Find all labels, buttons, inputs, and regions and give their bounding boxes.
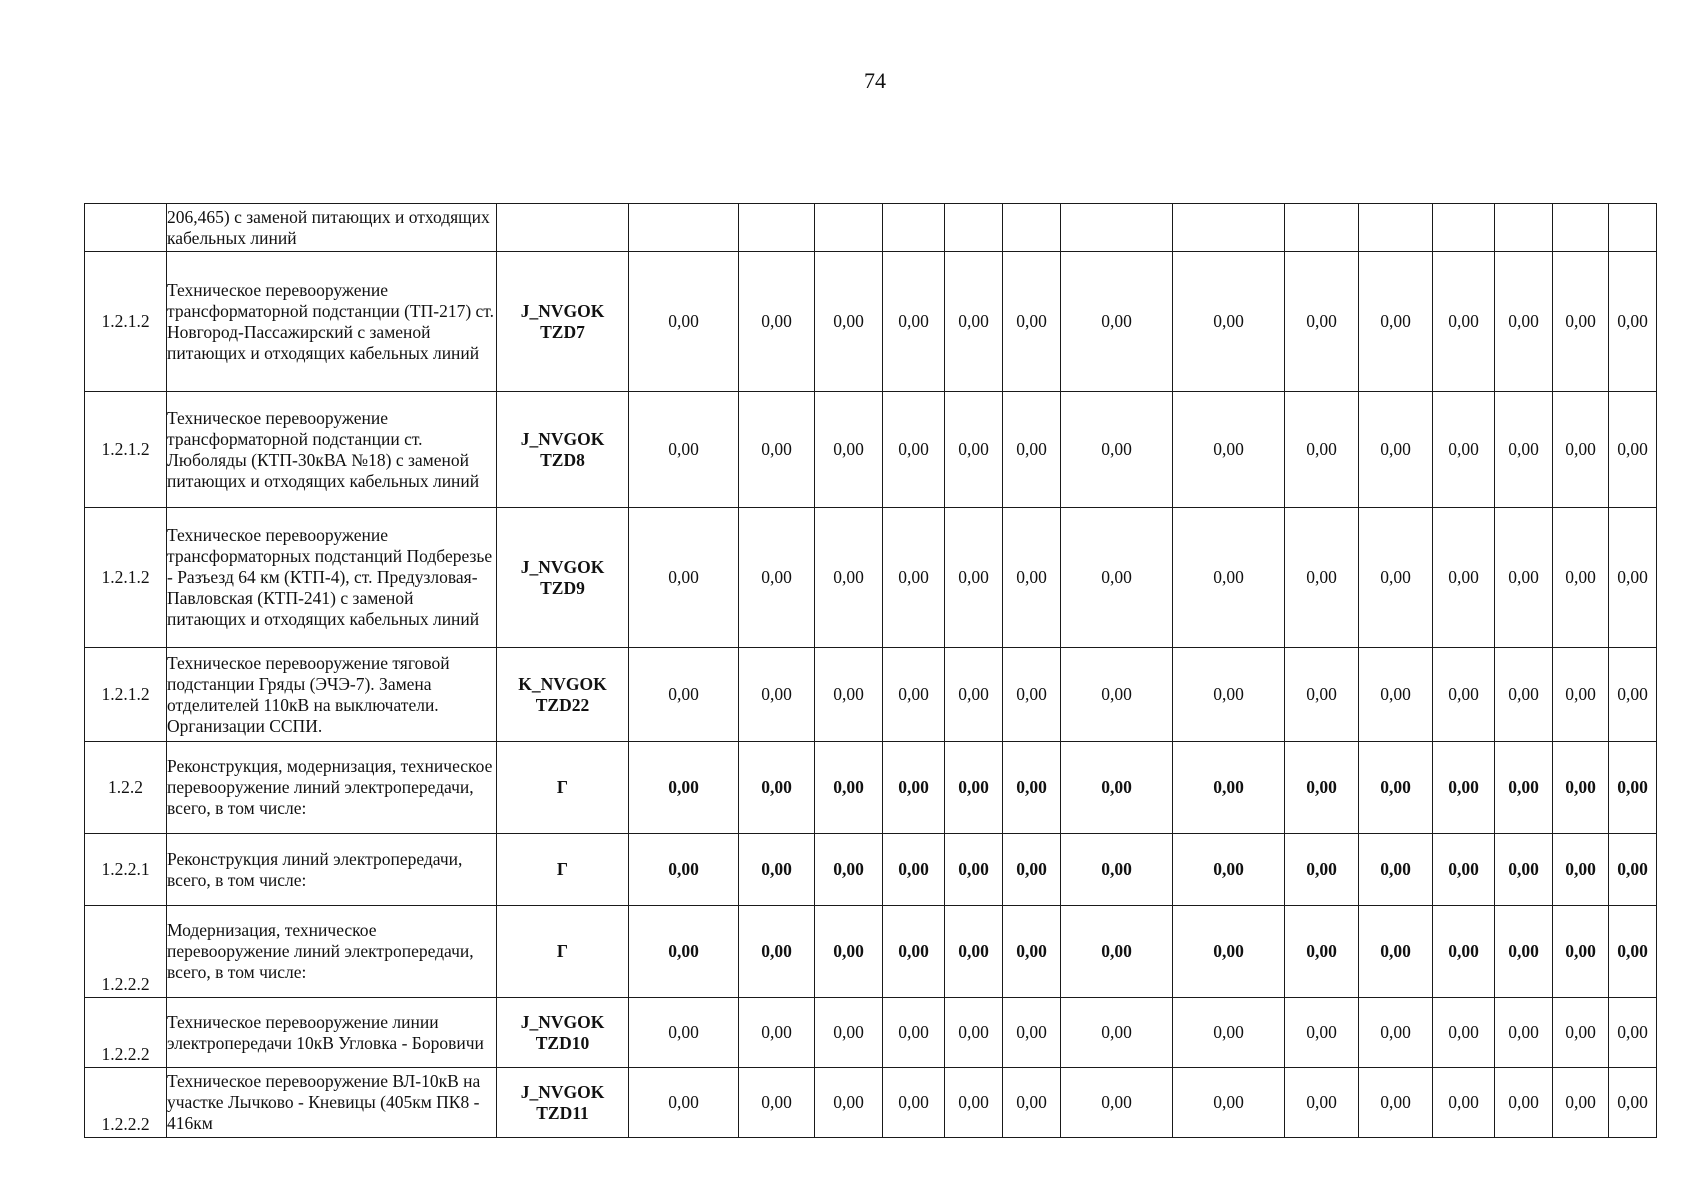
value-cell: 0,00 xyxy=(629,392,739,508)
value-cell: 0,00 xyxy=(1359,508,1433,648)
table-row xyxy=(85,998,1657,1068)
row-code: K_NVGOK TZD22 xyxy=(497,648,629,742)
value-cell: 0,00 xyxy=(1173,508,1285,648)
value-cell: 0,00 xyxy=(815,742,883,834)
value-cell: 0,00 xyxy=(739,648,815,742)
value-cell: 0,00 xyxy=(1061,834,1173,906)
value-cell: 0,00 xyxy=(883,252,945,392)
value-cell: 0,00 xyxy=(739,392,815,508)
page-number: 74 xyxy=(864,68,886,93)
value-cell: 0,00 xyxy=(1285,508,1359,648)
value-cell: 0,00 xyxy=(1433,252,1495,392)
value-cell: 0,00 xyxy=(1061,742,1173,834)
value-cell xyxy=(945,204,1003,252)
value-cell: 0,00 xyxy=(945,1068,1003,1138)
row-code: Г xyxy=(497,834,629,906)
row-number: 1.2.1.2 xyxy=(85,392,167,508)
table-row xyxy=(85,1068,1657,1138)
value-cell xyxy=(1495,204,1553,252)
value-cell: 0,00 xyxy=(945,648,1003,742)
row-number: 1.2.1.2 xyxy=(85,648,167,742)
value-cell: 0,00 xyxy=(1609,648,1657,742)
value-cell: 0,00 xyxy=(1553,392,1609,508)
value-cell: 0,00 xyxy=(1173,834,1285,906)
value-cell: 0,00 xyxy=(1433,998,1495,1068)
row-number: 1.2.2 xyxy=(85,742,167,834)
value-cell: 0,00 xyxy=(1553,1068,1609,1138)
value-cell: 0,00 xyxy=(1495,392,1553,508)
value-cell: 0,00 xyxy=(883,742,945,834)
row-description: Техническое перевооружение линии электропередачи 10кВ Угловка - Боровичи xyxy=(167,998,497,1068)
value-cell: 0,00 xyxy=(1433,648,1495,742)
value-cell: 0,00 xyxy=(1495,252,1553,392)
value-cell: 0,00 xyxy=(1003,906,1061,998)
value-cell: 0,00 xyxy=(1359,742,1433,834)
value-cell: 0,00 xyxy=(1173,906,1285,998)
value-cell: 0,00 xyxy=(1609,834,1657,906)
row-code: J_NVGOK TZD7 xyxy=(497,252,629,392)
table-row xyxy=(85,834,1657,906)
table-row xyxy=(85,252,1657,392)
row-description: Техническое перевооружение трансформаторных подстанций Подберезье - Разъезд 64 км (КТП-4), ст. Предузловая-Павловская (КТП-241) с заменой питающих и отходящих кабельных линий xyxy=(167,508,497,648)
value-cell: 0,00 xyxy=(1285,906,1359,998)
value-cell: 0,00 xyxy=(629,648,739,742)
value-cell: 0,00 xyxy=(1609,252,1657,392)
value-cell: 0,00 xyxy=(1173,648,1285,742)
value-cell: 0,00 xyxy=(739,906,815,998)
value-cell: 0,00 xyxy=(1433,1068,1495,1138)
value-cell: 0,00 xyxy=(1433,906,1495,998)
row-number: 1.2.2.2 xyxy=(85,1068,167,1138)
value-cell: 0,00 xyxy=(1609,508,1657,648)
value-cell xyxy=(739,204,815,252)
value-cell xyxy=(1433,204,1495,252)
row-number: 1.2.2.2 xyxy=(85,998,167,1068)
value-cell: 0,00 xyxy=(629,252,739,392)
value-cell: 0,00 xyxy=(1061,252,1173,392)
value-cell: 0,00 xyxy=(1553,834,1609,906)
value-cell: 0,00 xyxy=(1495,834,1553,906)
value-cell: 0,00 xyxy=(815,648,883,742)
value-cell: 0,00 xyxy=(883,1068,945,1138)
table-row xyxy=(85,508,1657,648)
value-cell: 0,00 xyxy=(1285,742,1359,834)
value-cell: 0,00 xyxy=(815,392,883,508)
value-cell xyxy=(883,204,945,252)
value-cell: 0,00 xyxy=(739,998,815,1068)
value-cell: 0,00 xyxy=(1285,252,1359,392)
value-cell: 0,00 xyxy=(1003,392,1061,508)
value-cell: 0,00 xyxy=(945,508,1003,648)
value-cell: 0,00 xyxy=(1359,392,1433,508)
value-cell: 0,00 xyxy=(1003,998,1061,1068)
row-number xyxy=(85,204,167,252)
value-cell: 0,00 xyxy=(1061,1068,1173,1138)
value-cell: 0,00 xyxy=(1003,1068,1061,1138)
value-cell: 0,00 xyxy=(629,834,739,906)
row-description: Техническое перевооружение трансформаторной подстанции ст. Люболяды (КТП-30кВА №18) с заменой питающих и отходящих кабельных линий xyxy=(167,392,497,508)
value-cell: 0,00 xyxy=(1061,508,1173,648)
value-cell xyxy=(1003,204,1061,252)
row-description: Техническое перевооружение тяговой подстанции Гряды (ЭЧЭ-7). Замена отделителей 110кВ на выключатели. Организации ССПИ. xyxy=(167,648,497,742)
value-cell: 0,00 xyxy=(883,998,945,1068)
value-cell: 0,00 xyxy=(815,834,883,906)
row-number: 1.2.1.2 xyxy=(85,252,167,392)
value-cell: 0,00 xyxy=(1003,508,1061,648)
row-code: J_NVGOK TZD9 xyxy=(497,508,629,648)
value-cell: 0,00 xyxy=(739,834,815,906)
row-code: Г xyxy=(497,906,629,998)
value-cell: 0,00 xyxy=(1495,508,1553,648)
value-cell: 0,00 xyxy=(1495,1068,1553,1138)
value-cell: 0,00 xyxy=(1359,998,1433,1068)
value-cell: 0,00 xyxy=(815,998,883,1068)
value-cell xyxy=(1359,204,1433,252)
value-cell: 0,00 xyxy=(945,252,1003,392)
value-cell: 0,00 xyxy=(945,392,1003,508)
value-cell: 0,00 xyxy=(945,742,1003,834)
value-cell: 0,00 xyxy=(1495,648,1553,742)
table-row xyxy=(85,742,1657,834)
value-cell: 0,00 xyxy=(739,1068,815,1138)
row-description: Модернизация, техническое перевооружение линий электропередачи, всего, в том числе: xyxy=(167,906,497,998)
value-cell: 0,00 xyxy=(1609,392,1657,508)
value-cell: 0,00 xyxy=(945,906,1003,998)
value-cell: 0,00 xyxy=(1553,508,1609,648)
row-number: 1.2.2.2 xyxy=(85,906,167,998)
value-cell: 0,00 xyxy=(629,1068,739,1138)
value-cell: 0,00 xyxy=(1495,742,1553,834)
value-cell: 0,00 xyxy=(1609,998,1657,1068)
table-row xyxy=(85,204,1657,252)
value-cell: 0,00 xyxy=(1553,906,1609,998)
table-row xyxy=(85,392,1657,508)
value-cell: 0,00 xyxy=(1173,1068,1285,1138)
value-cell xyxy=(1609,204,1657,252)
value-cell: 0,00 xyxy=(1173,998,1285,1068)
row-description: Техническое перевооружение ВЛ-10кВ на участке Лычково - Кневицы (405км ПК8 - 416км xyxy=(167,1068,497,1138)
value-cell: 0,00 xyxy=(1433,834,1495,906)
value-cell: 0,00 xyxy=(629,742,739,834)
value-cell: 0,00 xyxy=(815,1068,883,1138)
value-cell: 0,00 xyxy=(739,508,815,648)
value-cell: 0,00 xyxy=(739,252,815,392)
value-cell: 0,00 xyxy=(1553,742,1609,834)
value-cell: 0,00 xyxy=(883,508,945,648)
value-cell: 0,00 xyxy=(1285,834,1359,906)
value-cell: 0,00 xyxy=(1003,834,1061,906)
value-cell: 0,00 xyxy=(815,906,883,998)
value-cell: 0,00 xyxy=(883,834,945,906)
table-row xyxy=(85,906,1657,998)
value-cell: 0,00 xyxy=(629,906,739,998)
table-row xyxy=(85,648,1657,742)
value-cell: 0,00 xyxy=(1609,1068,1657,1138)
value-cell: 0,00 xyxy=(1173,742,1285,834)
value-cell: 0,00 xyxy=(1003,742,1061,834)
value-cell: 0,00 xyxy=(1433,508,1495,648)
row-description: Реконструкция, модернизация, техническое перевооружение линий электропередачи, всего, в том числе: xyxy=(167,742,497,834)
value-cell: 0,00 xyxy=(883,392,945,508)
value-cell xyxy=(815,204,883,252)
value-cell: 0,00 xyxy=(1359,648,1433,742)
value-cell: 0,00 xyxy=(1433,392,1495,508)
value-cell: 0,00 xyxy=(1285,648,1359,742)
row-code: Г xyxy=(497,742,629,834)
value-cell: 0,00 xyxy=(1061,648,1173,742)
value-cell: 0,00 xyxy=(1061,906,1173,998)
value-cell xyxy=(1173,204,1285,252)
row-number: 1.2.2.1 xyxy=(85,834,167,906)
value-cell: 0,00 xyxy=(1061,998,1173,1068)
value-cell: 0,00 xyxy=(1553,998,1609,1068)
value-cell: 0,00 xyxy=(1061,392,1173,508)
value-cell: 0,00 xyxy=(1359,1068,1433,1138)
value-cell xyxy=(1061,204,1173,252)
value-cell: 0,00 xyxy=(1495,906,1553,998)
value-cell: 0,00 xyxy=(1173,392,1285,508)
value-cell: 0,00 xyxy=(629,508,739,648)
value-cell: 0,00 xyxy=(1553,648,1609,742)
value-cell: 0,00 xyxy=(815,252,883,392)
value-cell: 0,00 xyxy=(1433,742,1495,834)
row-code: J_NVGOK TZD11 xyxy=(497,1068,629,1138)
value-cell xyxy=(629,204,739,252)
value-cell xyxy=(1285,204,1359,252)
value-cell: 0,00 xyxy=(945,834,1003,906)
value-cell: 0,00 xyxy=(1609,906,1657,998)
value-cell: 0,00 xyxy=(1285,392,1359,508)
value-cell: 0,00 xyxy=(1495,998,1553,1068)
value-cell: 0,00 xyxy=(1609,742,1657,834)
row-description: Техническое перевооружение трансформаторной подстанции (ТП-217) ст. Новгород-Пассажирский с заменой питающих и отходящих кабельных линий xyxy=(167,252,497,392)
value-cell: 0,00 xyxy=(1285,1068,1359,1138)
row-number: 1.2.1.2 xyxy=(85,508,167,648)
value-cell: 0,00 xyxy=(1359,834,1433,906)
value-cell: 0,00 xyxy=(1173,252,1285,392)
value-cell: 0,00 xyxy=(1553,252,1609,392)
value-cell xyxy=(1553,204,1609,252)
value-cell: 0,00 xyxy=(629,998,739,1068)
row-description: 206,465) с заменой питающих и отходящих кабельных линий xyxy=(167,204,497,252)
value-cell: 0,00 xyxy=(945,998,1003,1068)
value-cell: 0,00 xyxy=(739,742,815,834)
value-cell: 0,00 xyxy=(1359,906,1433,998)
row-code xyxy=(497,204,629,252)
row-code: J_NVGOK TZD10 xyxy=(497,998,629,1068)
row-code: J_NVGOK TZD8 xyxy=(497,392,629,508)
investment-table xyxy=(84,203,1657,1138)
value-cell: 0,00 xyxy=(1359,252,1433,392)
value-cell: 0,00 xyxy=(1003,648,1061,742)
value-cell: 0,00 xyxy=(815,508,883,648)
value-cell: 0,00 xyxy=(883,648,945,742)
value-cell: 0,00 xyxy=(1003,252,1061,392)
value-cell: 0,00 xyxy=(883,906,945,998)
row-description: Реконструкция линий электропередачи, всего, в том числе: xyxy=(167,834,497,906)
value-cell: 0,00 xyxy=(1285,998,1359,1068)
